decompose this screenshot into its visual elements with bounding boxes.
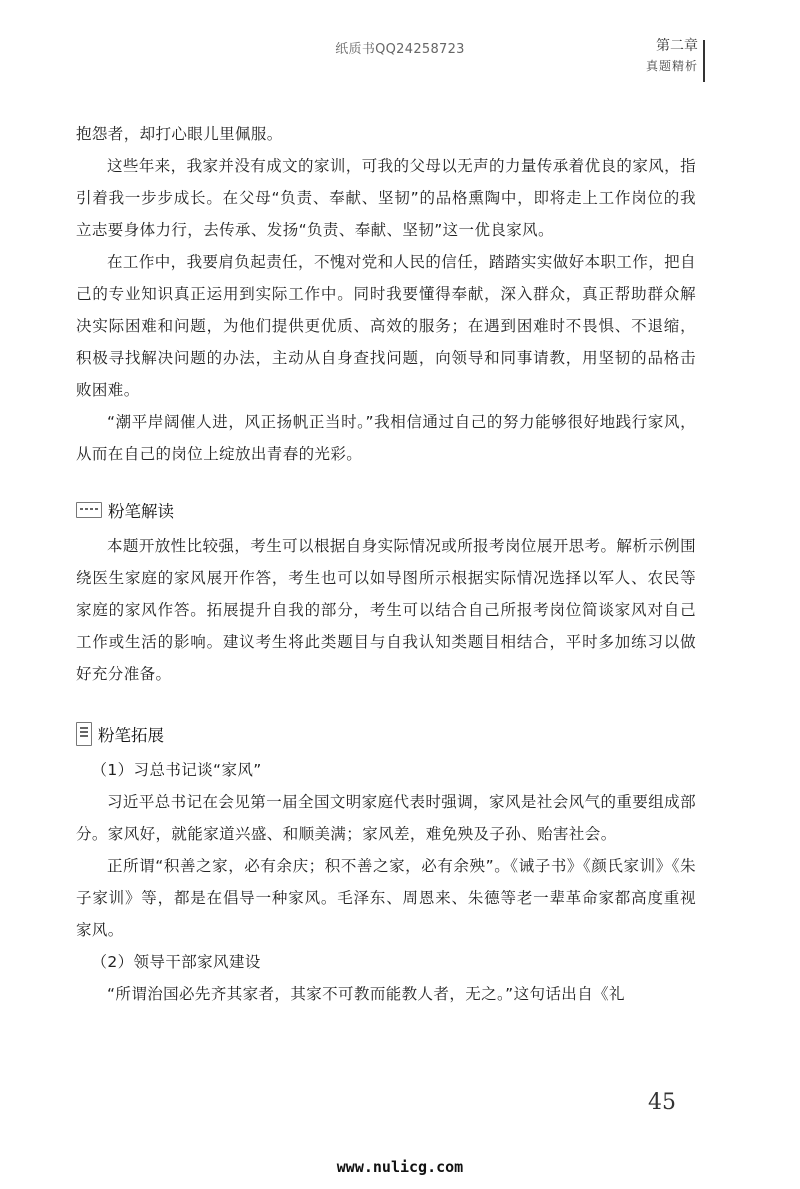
header-source-text: 纸质书QQ24258723 xyxy=(335,42,465,57)
chapter-header xyxy=(646,36,698,76)
extension-subheading: （2）领导干部家风建设 xyxy=(91,953,261,971)
page-number: 45 xyxy=(648,1090,676,1115)
page-content xyxy=(76,118,696,1010)
paragraph: 正所谓“积善之家，必有余庆；积不善之家，必有余殃”。《诫子书》《颜氏家训》《朱子家训》等，都是在倡导一种家风。毛泽东、周恩来、朱德等老一辈革命家都高度重视家风。 xyxy=(76,857,696,939)
extension-title: 粉笔拓展 xyxy=(98,726,164,745)
section-marker-icon xyxy=(76,722,92,746)
footer-url: www.nulicg.com xyxy=(336,1158,464,1176)
paragraph: “潮平岸阔催人进，风正扬帆正当时。”我相信通过自己的努力能够很好地践行家风，从而在自己的岗位上绽放出青春的光彩。 xyxy=(76,413,696,463)
paragraph: 在工作中，我要肩负起责任，不愧对党和人民的信任，踏踏实实做好本职工作，把自己的专业知识真正运用到实际工作中。同时我要懂得奉献，深入群众，真正帮助群众解决实际困难和问题，为他们提供更优质、高效的服务；在遇到困难时不畏惧、不退缩，积极寻找解决问题的办法，主动从自身查找问题，向领导和同事请教，用坚韧的品格击败困难。 xyxy=(76,253,696,399)
extension-heading xyxy=(76,718,696,750)
extension-subheading: （1）习总书记谈“家风” xyxy=(91,761,262,779)
interpretation-title: 粉笔解读 xyxy=(108,502,174,521)
paragraph: “所谓治国必先齐其家者，其家不可教而能教人者，无之。”这句话出自《礼 xyxy=(107,985,625,1003)
paragraph: 抱怨者，却打心眼儿里佩服。 xyxy=(76,125,283,143)
chapter-subtitle: 真题精析 xyxy=(645,59,698,73)
interpretation-heading xyxy=(76,494,696,526)
paragraph: 这些年来，我家并没有成文的家训，可我的父母以无声的力量传承着优良的家风，指引着我一步步成长。在父母“负责、奉献、坚韧”的品格熏陶中，即将走上工作岗位的我立志要身体力行，去传承、发扬“负责、奉献、坚韧”这一优良家风。 xyxy=(76,157,696,239)
header-divider xyxy=(703,40,705,82)
section-marker-icon xyxy=(76,502,102,518)
chapter-title: 第二章 xyxy=(656,38,698,54)
paragraph: 习近平总书记在会见第一届全国文明家庭代表时强调，家风是社会风气的重要组成部分。家风好，就能家道兴盛、和顺美满；家风差，难免殃及子孙、贻害社会。 xyxy=(76,793,696,843)
interpretation-paragraph: 本题开放性比较强，考生可以根据自身实际情况或所报考岗位展开思考。解析示例围绕医生家庭的家风展开作答，考生也可以如导图所示根据实际情况选择以军人、农民等家庭的家风作答。拓展提升自我的部分，考生可以结合自己所报考岗位简谈家风对自己工作或生活的影响。建议考生将此类题目与自我认知类题目相结合，平时多加练习以做好充分准备。 xyxy=(76,537,696,683)
